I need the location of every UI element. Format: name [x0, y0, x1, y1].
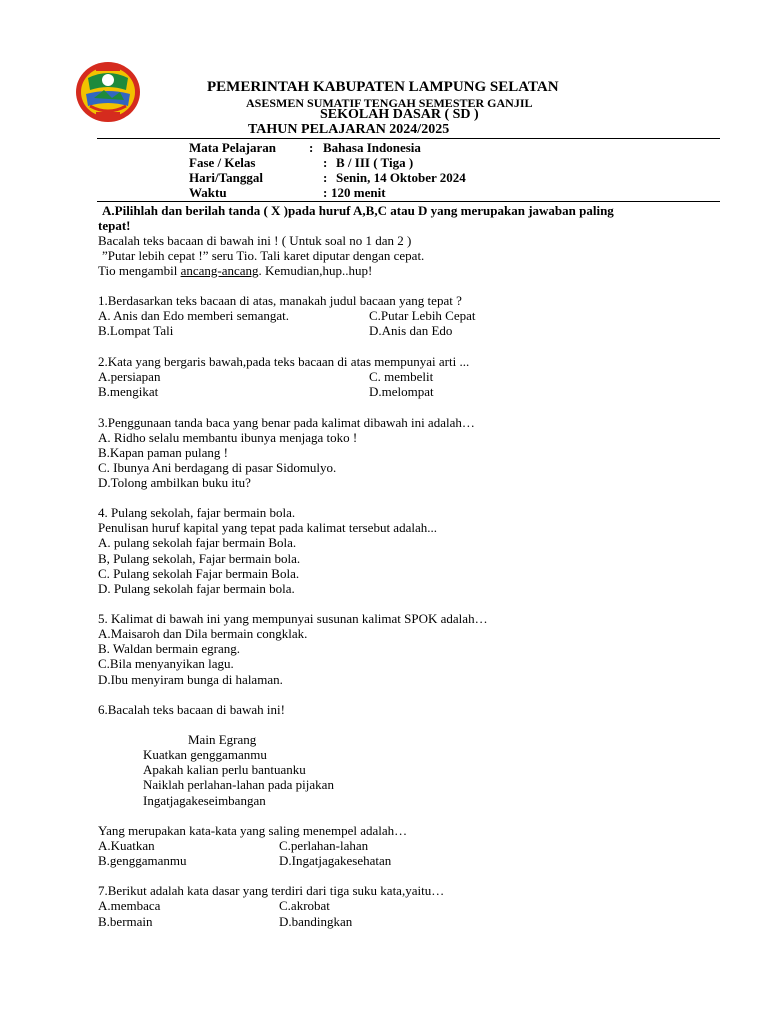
q3-option-c: C. Ibunya Ani berdagang di pasar Sidomulyo.: [98, 460, 337, 475]
regency-logo: [74, 60, 142, 124]
info-sep-time: :: [323, 185, 328, 200]
q6-option-b: B.genggamanmu: [98, 853, 187, 868]
poem-title: Main Egrang: [188, 732, 257, 747]
q2-option-b: B.mengikat: [98, 384, 159, 399]
q5-option-c: C.Bila menyanyikan lagu.: [98, 656, 234, 671]
q1-option-b: B.Lompat Tali: [98, 323, 174, 338]
q5-option-a: A.Maisaroh dan Dila bermain congklak.: [98, 626, 308, 641]
header-rule: [97, 138, 720, 139]
header-year: TAHUN PELAJARAN 2024/2025: [248, 122, 450, 137]
info-sep-class: :: [323, 155, 328, 170]
q7-option-a: A.membaca: [98, 898, 161, 913]
poem-line: Apakah kalian perlu bantuanku: [143, 762, 306, 777]
header-government: PEMERINTAH KABUPATEN LAMPUNG SELATAN: [207, 79, 559, 95]
info-label-subject: Mata Pelajaran: [189, 140, 277, 155]
poem-line: Naiklah perlahan-lahan pada pijakan: [143, 777, 334, 792]
question-1: 1.Berdasarkan teks bacaan di atas, manakah judul bacaan yang tepat ?: [98, 293, 462, 308]
q3-option-d: D.Tolong ambilkan buku itu?: [98, 475, 251, 490]
info-value-time: 120 menit: [331, 185, 386, 200]
reading-line-1: ”Putar lebih cepat !” seru Tio. Tali karet diputar dengan cepat.: [102, 248, 425, 263]
info-label-time: Waktu: [189, 185, 227, 200]
info-rule: [97, 201, 720, 202]
info-label-date: Hari/Tanggal: [189, 170, 263, 185]
q4-option-d: D. Pulang sekolah fajar bermain bola.: [98, 581, 295, 596]
reading-intro: Bacalah teks bacaan di bawah ini ! ( Untuk soal no 1 dan 2 ): [98, 233, 412, 248]
q2-option-a: A.persiapan: [98, 369, 161, 384]
question-6: 6.Bacalah teks bacaan di bawah ini!: [98, 702, 285, 717]
q6-option-a: A.Kuatkan: [98, 838, 155, 853]
q4-option-b: B, Pulang sekolah, Fajar bermain bola.: [98, 551, 301, 566]
question-7: 7.Berikut adalah kata dasar yang terdiri dari tiga suku kata,yaitu…: [98, 883, 445, 898]
q6-option-d: D.Ingatjagakesehatan: [279, 853, 392, 868]
q3-option-b: B.Kapan paman pulang !: [98, 445, 228, 460]
q1-option-a: A. Anis dan Edo memberi semangat.: [98, 308, 289, 323]
question-3: 3.Penggunaan tanda baca yang benar pada kalimat dibawah ini adalah…: [98, 415, 475, 430]
q2-option-d: D.melompat: [369, 384, 434, 399]
reading-line-2-post: . Kemudian,hup..hup!: [258, 263, 373, 278]
q6-option-c: C.perlahan-lahan: [279, 838, 369, 853]
info-value-date: Senin, 14 Oktober 2024: [336, 170, 466, 185]
info-label-class: Fase / Kelas: [189, 155, 256, 170]
question-6-prompt: Yang merupakan kata-kata yang saling menempel adalah…: [98, 823, 408, 838]
header-assessment: ASESMEN SUMATIF TENGAH SEMESTER GANJIL: [246, 96, 533, 110]
question-4-prompt: Penulisan huruf kapital yang tepat pada kalimat tersebut adalah...: [98, 520, 437, 535]
q2-option-c: C. membelit: [369, 369, 434, 384]
info-sep-subject: :: [309, 140, 314, 155]
reading-line-2-pre: Tio mengambil: [98, 263, 181, 278]
poem-line: Kuatkan genggamanmu: [143, 747, 267, 762]
info-value-class: B / III ( Tiga ): [336, 155, 414, 170]
q4-option-c: C. Pulang sekolah Fajar bermain Bola.: [98, 566, 300, 581]
q5-option-d: D.Ibu menyiram bunga di halaman.: [98, 672, 283, 687]
section-a-instruction-cont: tepat!: [98, 218, 131, 233]
q7-option-d: D.bandingkan: [279, 914, 353, 929]
q4-option-a: A. pulang sekolah fajar bermain Bola.: [98, 535, 297, 550]
header-school: SEKOLAH DASAR ( SD ): [320, 107, 479, 122]
q7-option-b: B.bermain: [98, 914, 153, 929]
q1-option-c: C.Putar Lebih Cepat: [369, 308, 476, 323]
question-5: 5. Kalimat di bawah ini yang mempunyai susunan kalimat SPOK adalah…: [98, 611, 488, 626]
regency-emblem-icon: [74, 60, 142, 124]
question-2: 2.Kata yang bergaris bawah,pada teks bacaan di atas mempunyai arti ...: [98, 354, 470, 369]
section-a-instruction: A.Pilihlah dan berilah tanda ( X )pada huruf A,B,C atau D yang merupakan jawaban paling: [102, 203, 614, 218]
question-4: 4. Pulang sekolah, fajar bermain bola.: [98, 505, 296, 520]
q5-option-b: B. Waldan bermain egrang.: [98, 641, 241, 656]
q3-option-a: A. Ridho selalu membantu ibunya menjaga toko !: [98, 430, 358, 445]
info-value-subject: Bahasa Indonesia: [323, 140, 421, 155]
q7-option-c: C.akrobat: [279, 898, 330, 913]
q1-option-d: D.Anis dan Edo: [369, 323, 453, 338]
info-sep-date: :: [323, 170, 328, 185]
poem-line: Ingatjagakeseimbangan: [143, 793, 266, 808]
reading-line-2: [98, 263, 372, 278]
underlined-word: ancang-ancang: [180, 263, 259, 278]
